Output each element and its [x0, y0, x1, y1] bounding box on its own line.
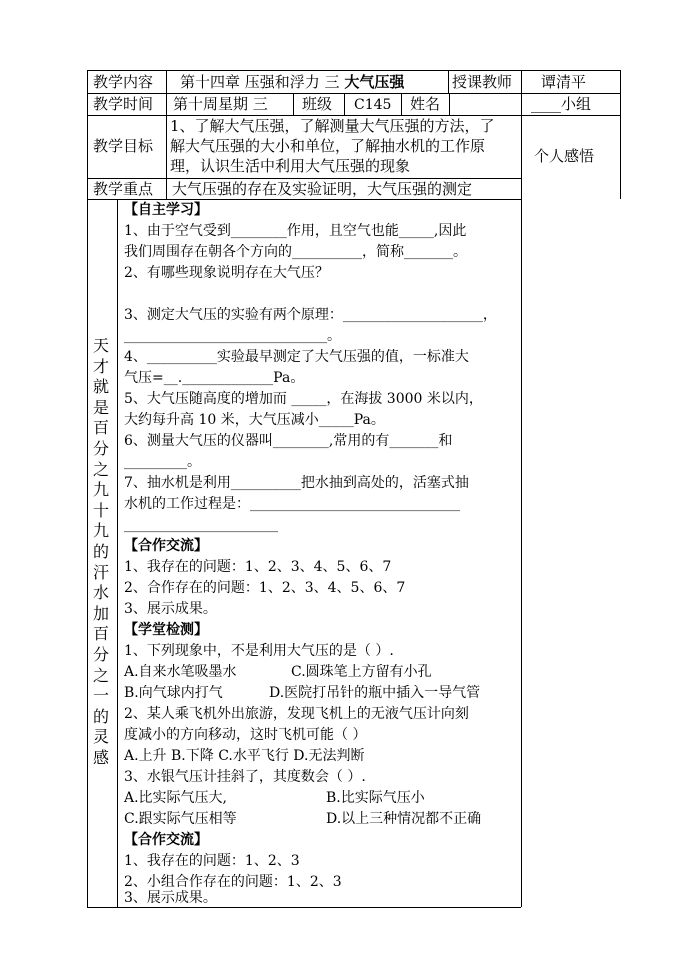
- label-teaching-time: 教学时间: [93, 95, 154, 113]
- goals-line-2: 解大气压强的大小和单位，了解抽水机的工作原: [170, 137, 486, 155]
- rule-label-col: [166, 70, 167, 199]
- class-value: C145: [354, 97, 392, 113]
- quote-char: 才: [92, 356, 109, 376]
- coop2-item-1: 1、我存在的问题：1、2、3: [124, 853, 300, 869]
- quote-char: 是: [92, 397, 109, 417]
- section-self-study: 【自主学习】: [124, 202, 208, 218]
- label-teacher: 授课教师: [452, 73, 513, 91]
- question-6-line-2: _________。: [124, 454, 201, 470]
- chapter-text: 第十四章 压强和浮力 三: [180, 73, 345, 91]
- label-name: 姓名: [410, 95, 441, 113]
- section-cooperation-1: 【合作交流】: [124, 538, 208, 554]
- quote-char: 感: [92, 747, 109, 767]
- topic-title: 大气压强: [344, 73, 405, 91]
- chapter-title: [180, 73, 404, 91]
- coop1-item-2: 2、合作存在的问题：1、2、3、4、5、6、7: [124, 580, 406, 596]
- check-3-option-b: B.比实际气压小: [326, 790, 425, 806]
- quote-char: 百: [92, 418, 109, 438]
- rule-goals: [87, 178, 521, 179]
- coop2-item-3: 3、展示成果。: [124, 890, 217, 906]
- question-2: 2、有哪些现象说明存在大气压？: [124, 265, 329, 281]
- question-4-line-2: 气压=__._____________Pa。: [124, 370, 305, 386]
- check-3-option-a: A.比实际气压大,: [124, 790, 228, 806]
- quote-char: 之: [92, 459, 109, 479]
- question-7-line-3: ______________________: [124, 517, 278, 533]
- label-teaching-content: 教学内容: [93, 73, 154, 91]
- question-7-line-1: 7、抽水机是利用__________把水抽到高处的，活塞式抽: [124, 475, 469, 491]
- rule-row2-d: [449, 93, 450, 115]
- quote-char: 一: [92, 686, 109, 706]
- rule-row2: [87, 115, 521, 116]
- rule-row2-a: [293, 93, 294, 115]
- label-teaching-focus: 教学重点: [93, 180, 154, 198]
- teacher-name: 谭清平: [541, 73, 587, 91]
- quote-char: 九: [92, 521, 109, 541]
- rule-row2-c: [401, 93, 402, 115]
- group-field: ____小组: [531, 95, 592, 113]
- quote-char: 之: [92, 665, 109, 685]
- rule-left: [87, 70, 88, 907]
- quote-char: 分: [92, 644, 109, 664]
- coop1-item-1: 1、我存在的问题：1、2、3、4、5、6、7: [124, 559, 392, 575]
- quote-char: 分: [92, 438, 109, 458]
- rule-content-right: [521, 70, 522, 907]
- quote-char: 加: [92, 603, 109, 623]
- quote-char: 十: [92, 500, 109, 520]
- check-2-options: A.上升 B.下降 C.水平飞行 D.无法判断: [124, 748, 365, 764]
- rule-page-right: [620, 70, 621, 199]
- question-1-line-2: 我们周围存在朝各个方向的__________，简称_______。: [124, 244, 467, 260]
- section-class-check: 【学堂检测】: [124, 622, 208, 638]
- rule-focus: [87, 199, 521, 200]
- quote-char: 汗: [92, 562, 109, 582]
- quote-char: 灵: [92, 727, 109, 747]
- rule-group: [521, 115, 620, 116]
- label-teaching-goals: 教学目标: [93, 137, 154, 155]
- quote-char: 的: [92, 706, 109, 726]
- label-class: 班级: [302, 95, 333, 113]
- rule-row1-teacher: [448, 70, 449, 93]
- question-3-line-1: 3、测定大气压的实验有两个原理：____________________，: [124, 307, 497, 323]
- side-quote: [90, 336, 112, 768]
- check-question-3: 3、水银气压计挂斜了，其度数会（ ）.: [124, 769, 366, 785]
- check-1-option-c: C.圆珠笔上方留有小孔: [291, 664, 432, 680]
- question-6-line-1: 6、测量大气压的仪器叫________,常用的有_______和: [124, 433, 453, 449]
- question-1-line-1: 1、由于空气受到________作用，且空气也能_____,因此: [124, 223, 467, 239]
- rule-row2-b: [344, 93, 345, 115]
- question-5-line-1: 5、大气压随高度的增加而 _____，在海拔 3000 米以内，: [124, 391, 483, 407]
- quote-char: 百: [92, 624, 109, 644]
- question-7-line-2: 水机的工作过程是：______________________________: [124, 496, 460, 512]
- check-1-option-b: B.向气球内打气: [124, 685, 223, 701]
- question-4-line-1: 4、__________实验最早测定了大气压强的值，一标准大: [124, 349, 469, 365]
- rule-bottom: [87, 907, 521, 908]
- goals-line-1: 1、了解大气压强，了解测量大气压强的方法，了: [170, 117, 495, 135]
- section-cooperation-2: 【合作交流】: [124, 832, 208, 848]
- check-question-1: 1、下列现象中，不是利用大气压的是（ ）.: [124, 643, 394, 659]
- check-question-2-line-2: 度减小的方向移动，这时飞机可能（ ）: [124, 727, 367, 743]
- quote-char: 天: [92, 336, 109, 355]
- quote-char: 就: [92, 377, 109, 397]
- coop1-item-3: 3、展示成果。: [124, 601, 217, 617]
- check-1-option-a: A.自来水笔吸墨水: [124, 664, 237, 680]
- check-3-option-c: C.跟实际气压相等: [124, 811, 237, 827]
- coop2-item-2: 2、小组合作存在的问题：1、2、3: [124, 874, 342, 890]
- quote-char: 水: [92, 583, 109, 603]
- check-3-option-d: D.以上三种情况都不正确: [326, 811, 482, 827]
- rule-side-col: [117, 199, 118, 907]
- quote-char: 九: [92, 480, 109, 500]
- question-5-line-2: 大约每升高 10 米，大气压减小_____Pa。: [124, 412, 385, 428]
- goals-line-3: 理，认识生活中利用大气压强的现象: [170, 157, 411, 175]
- check-question-2-line-1: 2、某人乘飞机外出旅游，发现飞机上的无液气压计向刻: [124, 706, 469, 722]
- teaching-focus: 大气压强的存在及实验证明，大气压强的测定: [172, 180, 473, 198]
- label-personal-reflection: 个人感悟: [534, 147, 595, 165]
- check-1-option-d: D.医院打吊针的瓶中插入一导气管: [269, 685, 481, 701]
- question-3-line-2: _____________________________。: [124, 328, 341, 344]
- teaching-time: 第十周星期 三: [173, 95, 268, 113]
- quote-char: 的: [92, 541, 109, 561]
